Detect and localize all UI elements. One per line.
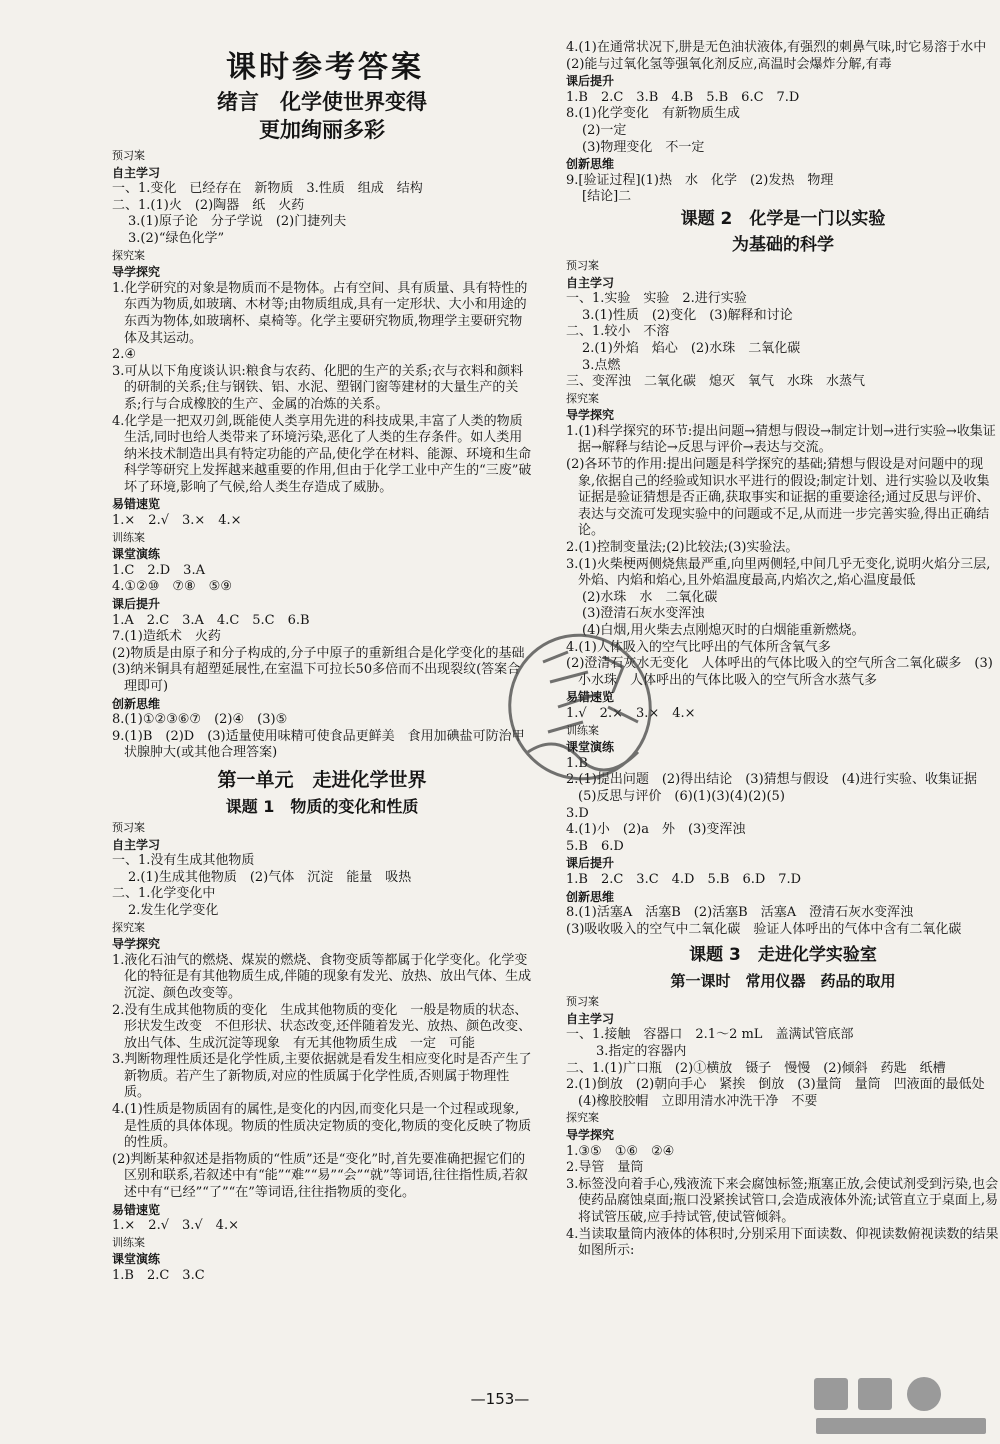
answer-para: 1.(1)科学探究的环节:提出问题→猜想与假设→制定计划→进行实验→收集证据→解释与结论→反思与评价→表达与交流。: [566, 423, 996, 456]
answer-para: 9.(1)B (2)D (3)适量使用味精可使食品更鲜美 食用加碘盐可防治甲状腺肿大(或其他合理答案): [112, 728, 525, 761]
topic-heading: 课题 1 物质的变化和性质: [225, 796, 419, 816]
answer-line: 二、1.(1)火 (2)陶器 纸 火药: [112, 197, 305, 213]
label-train: 训练案: [566, 723, 599, 737]
answer-line: 2.(1)生成其他物质 (2)气体 沉淀 能量 吸热: [128, 869, 412, 885]
label-train: 训练案: [112, 530, 145, 544]
answer-line: (4)白烟,用火柴去点刚熄灭时的白烟能重新燃烧。: [582, 623, 865, 638]
answer-para: (2)澄清石灰水无变化 人体呼出的气体比吸入的空气所含二氧化碳多 (3)小水珠 人体呼出的气体比吸入的空气所含水蒸气多: [566, 656, 993, 688]
answer-line: 1.B 2.C 3.C 4.D 5.B 6.D 7.D: [566, 871, 802, 887]
answer-para: 3.判断物理性质还是化学性质,主要依据就是看发生相应变化时是否产生了新物质。若产生了新物质,对应的性质属于化学性质,否则属于物理性质。: [112, 1052, 532, 1101]
answer-line: 三、变浑浊 二氧化碳 熄灭 氧气 水珠 水蒸气: [566, 374, 866, 390]
label-innov: 创新思维: [112, 696, 161, 711]
label-preview: 预习案: [112, 820, 145, 834]
answer-para: 4.(1)性质是物质固有的属性,是变化的内因,而变化只是一个过程或现象,是性质的具体体现。物质的性质决定物质的变化,物质的变化反映了物质的性质。: [112, 1102, 532, 1151]
answer-para: 4.化学是一把双刃剑,既能使人类享用先进的科技成果,丰富了人类的物质生活,同时也给人类带来了环境污染,恶化了人类的生存条件。如人类用纳米技术制造出具有特定功能的产品,使化学在材料、能源、环境和生命科学等研究上发挥越来越重要的作用,但由于化学工业中产生的“三废”破坏了环境,影响了气候,给人类生存造成了威胁。: [112, 413, 532, 495]
answer-line: 3.(1)原子论 分子学说 (2)门捷列夫: [128, 214, 347, 230]
answer-para: 3.(1)火柴梗两侧烧焦最严重,向里两侧轻,中间几乎无变化,说明火焰分三层,外焰、内焰和焰心,且外焰温度最高,内焰次之,焰心温度最低: [566, 556, 991, 589]
answer-line: (2)一定: [582, 122, 627, 138]
answer-line: (3)物理变化 不一定: [582, 139, 705, 155]
label-class: 课堂演练: [566, 740, 615, 755]
answer-line: 8.(1)①②③⑥⑦ (2)④ (3)⑤: [112, 712, 288, 728]
answer-line: 2.(1)控制变量法;(2)比较法;(3)实验法。: [566, 540, 799, 556]
answer-line: 一、1.接触 容器口 2.1～2 mL 盖满试管底部: [566, 1027, 854, 1043]
answer-para: 4.当读取量筒内液体的体积时,分别采用下面读数、仰视读数俯视读数的结果如图所示:: [566, 1226, 999, 1259]
label-preview: 预习案: [112, 149, 145, 162]
answer-line: [结论]二: [582, 189, 632, 205]
topic-heading: 课题 3 走进化学实验室: [689, 945, 877, 966]
answer-line: 1.× 2.√ 3.× 4.×: [112, 513, 242, 529]
label-innov: 创新思维: [566, 889, 615, 904]
answer-line: (2)水珠 水 二氧化碳: [582, 589, 718, 605]
answer-para: 4.(1)在通常状况下,肼是无色油状液体,有强烈的刺鼻气味,时它易溶于水中: [566, 40, 987, 55]
answer-line: 一、1.没有生成其他物质: [112, 853, 255, 869]
answer-line: 2.(1)外焰 焰心 (2)水珠 二氧化碳: [582, 340, 801, 356]
answer-line: 3.D: [566, 805, 589, 821]
answer-para: 2.(1)提出问题 (2)得出结论 (3)猜想与假设 (4)进行实验、收集证据 (5)反思与评价 (6)(1)(3)(4)(2)(5): [566, 772, 991, 804]
label-self-study: 自主学习: [566, 1011, 615, 1026]
label-after: 课后提升: [112, 597, 161, 612]
topic-heading: 为基础的科学: [732, 234, 834, 255]
label-explore: 探究案: [112, 920, 145, 934]
answer-line: 2.④: [112, 347, 137, 363]
answer-line: 7.(1)造纸术 火药: [112, 629, 221, 645]
answer-line: 一、1.实验 实验 2.进行实验: [566, 291, 747, 307]
label-class: 课堂演练: [112, 547, 161, 562]
answer-para: (3)纳米铜具有超塑延展性,在室温下可拉长50多倍而不出现裂纹(答案合理即可): [112, 662, 521, 694]
answer-para: 二、1.(1)广口瓶 (2)①横放 镊子 慢慢 (2)倾斜 药匙 纸槽: [566, 1060, 946, 1076]
answer-para: (3)吸收吸入的空气中二氧化碳 验证人体呼出的气体中含有二氧化碳: [566, 921, 962, 937]
label-self-study: 自主学习: [112, 837, 161, 852]
label-class: 课堂演练: [112, 1252, 161, 1267]
section-heading: 绪言 化学使世界变得: [217, 90, 427, 114]
label-guide: 导学探究: [112, 265, 161, 280]
answer-line: 2.发生化学变化: [128, 902, 219, 918]
answer-line: 8.(1)活塞A 活塞B (2)活塞B 活塞A 澄清石灰水变浑浊: [566, 905, 914, 921]
label-preview: 预习案: [566, 258, 599, 272]
unit-heading: 第一单元 走进化学世界: [217, 768, 427, 791]
label-innov: 创新思维: [566, 157, 615, 172]
label-self-study: 自主学习: [566, 275, 615, 290]
answer-line: 3.点燃: [582, 357, 621, 373]
answer-line: 1.B: [566, 755, 588, 771]
answer-line: 9.[验证过程](1)热 水 化学 (2)发热 物理: [566, 172, 834, 188]
answer-line: 1.③⑤ ①⑥ ②④: [566, 1143, 675, 1159]
answer-para: (2)判断某种叙述是指物质的“性质”还是“变化”时,首先要准确把握它们的区别和联系,若叙述中有“能”“难”“易”“会”“就”等词语,往往指性质,若叙述中有“已经”“了”“在”等词语,往往指物质的变化。: [112, 1151, 528, 1201]
answer-line: 一、1.变化 已经存在 新物质 3.性质 组成 结构: [112, 181, 423, 197]
answer-line: 3.(2)“绿色化学”: [128, 230, 225, 246]
page-title: 课时参考答案: [226, 50, 424, 85]
answer-para: 1.化学研究的对象是物质而不是物体。占有空间、具有质量、具有特性的东西为物质,如玻璃、木材等;由物质组成,具有一定形状、大小和用途的东西为物体,如玻璃杯、桌椅等。化学主要研究物质,物理学主要研究物体及其运动。: [112, 280, 528, 346]
answer-line: 1.√ 2.× 3.× 4.×: [566, 705, 696, 721]
answer-para: 2.没有生成其他物质的变化 生成其他物质的变化 一般是物质的状态、形状发生改变 不但形状、状态改变,还伴随着发光、放热、颜色改变、放出气体、生成沉淀等现象 有无其他物质生成 一定 可能: [112, 1002, 532, 1051]
answer-line: (3)澄清石灰水变浑浊: [582, 606, 705, 622]
answer-line: 5.B 6.D: [566, 838, 624, 854]
answer-para: (2)物质是由原子和分子构成的,分子中原子的重新组合是化学变化的基础: [112, 645, 525, 661]
label-quick: 易错速览: [566, 690, 615, 705]
answer-line: 4.(1)人体吸入的空气比呼出的气体所含氧气多: [566, 639, 831, 655]
stamp-seal-icon: [488, 612, 678, 802]
answer-line: 2.导管 量筒: [566, 1160, 644, 1176]
answer-line: 3.指定的容器内: [596, 1044, 687, 1060]
answer-line: 二、1.化学变化中: [112, 886, 216, 902]
label-guide: 导学探究: [566, 1128, 615, 1143]
topic-heading: 课题 2 化学是一门以实验: [680, 208, 886, 229]
left-column: [112, 88, 532, 1285]
label-explore: 探究案: [112, 248, 145, 262]
label-explore: 探究案: [566, 1111, 599, 1125]
label-guide: 导学探究: [566, 408, 615, 423]
label-after: 课后提升: [566, 74, 615, 89]
answer-para: (2)各环节的作用:提出问题是科学探究的基础;猜想与假设是对问题中的现象,依据自己的经验或知识水平进行的假设;制定计划、进行实验以及收集证据是验证猜想是否正确,获取事实和证据的重要途径;通过反思与评价、表达与交流可发现实验中的问题或不足,从而进一步完善实验,得出正确结论。: [566, 457, 990, 539]
answer-para: 1.液化石油气的燃烧、煤炭的燃烧、食物变质等都属于化学变化。化学变化的特征是有其他物质生成,伴随的现象有发光、放热、放出气体、生成沉淀、颜色改变等。: [112, 952, 532, 1001]
answer-para: (2)能与过氧化氢等强氧化剂反应,高温时会爆炸分解,有毒: [566, 56, 892, 72]
label-quick: 易错速览: [112, 497, 161, 512]
answer-para: 2.(1)倒放 (2)朝向手心 紧挨 倒放 (3)量筒 量筒 凹液面的最低处 (4)橡胶胶帽 立即用清水冲洗干净 不要: [566, 1077, 998, 1109]
label-self-study: 自主学习: [112, 165, 161, 180]
label-preview: 预习案: [566, 995, 599, 1009]
answer-line: 1.A 2.C 3.A 4.C 5.C 6.B: [112, 612, 310, 628]
page-number: —153—: [470, 1390, 530, 1408]
lesson-heading: 第一课时 常用仪器 药品的取用: [670, 972, 896, 991]
label-train: 训练案: [112, 1235, 145, 1249]
answer-line: 1.B 2.C 3.B 4.B 5.B 6.C 7.D: [566, 89, 800, 105]
label-guide: 导学探究: [112, 937, 161, 952]
answer-line: 4.(1)小 (2)a 外 (3)变浑浊: [566, 822, 746, 838]
answer-para: 3.标签没向着手心,残液流下来会腐蚀标签;瓶塞正放,会使试剂受到污染,也会使药品腐蚀桌面;瓶口没紧挨试管口,会造成液体外流;试管直立于桌面上,易将试管压破,应手持试管,使试管倾斜。: [566, 1176, 999, 1225]
answer-line: 8.(1)化学变化 有新物质生成: [566, 106, 740, 122]
answer-line: 1.B 2.C 3.C: [112, 1268, 205, 1283]
label-explore: 探究案: [566, 391, 599, 405]
label-quick: 易错速览: [112, 1202, 161, 1217]
label-after: 课后提升: [566, 856, 615, 871]
answer-line: 1.C 2.D 3.A: [112, 562, 205, 578]
section-heading: 更加绚丽多彩: [259, 118, 385, 142]
answer-line: 1.× 2.√ 3.√ 4.×: [112, 1218, 239, 1234]
answer-line: 3.(1)性质 (2)变化 (3)解释和讨论: [582, 307, 793, 323]
answer-para: 3.可从以下角度谈认识:粮食与农药、化肥的生产的关系;衣与衣料和颜料的研制的关系;住与钢铁、铝、水泥、塑钢门窗等建材的大量生产的关系;行与合成橡胶的生产、金属的冶炼的关系。: [112, 363, 524, 412]
answer-line: 二、1.较小 不溶: [566, 324, 670, 340]
answer-line: 4.①②⑩ ⑦⑧ ⑤⑨: [112, 579, 232, 595]
